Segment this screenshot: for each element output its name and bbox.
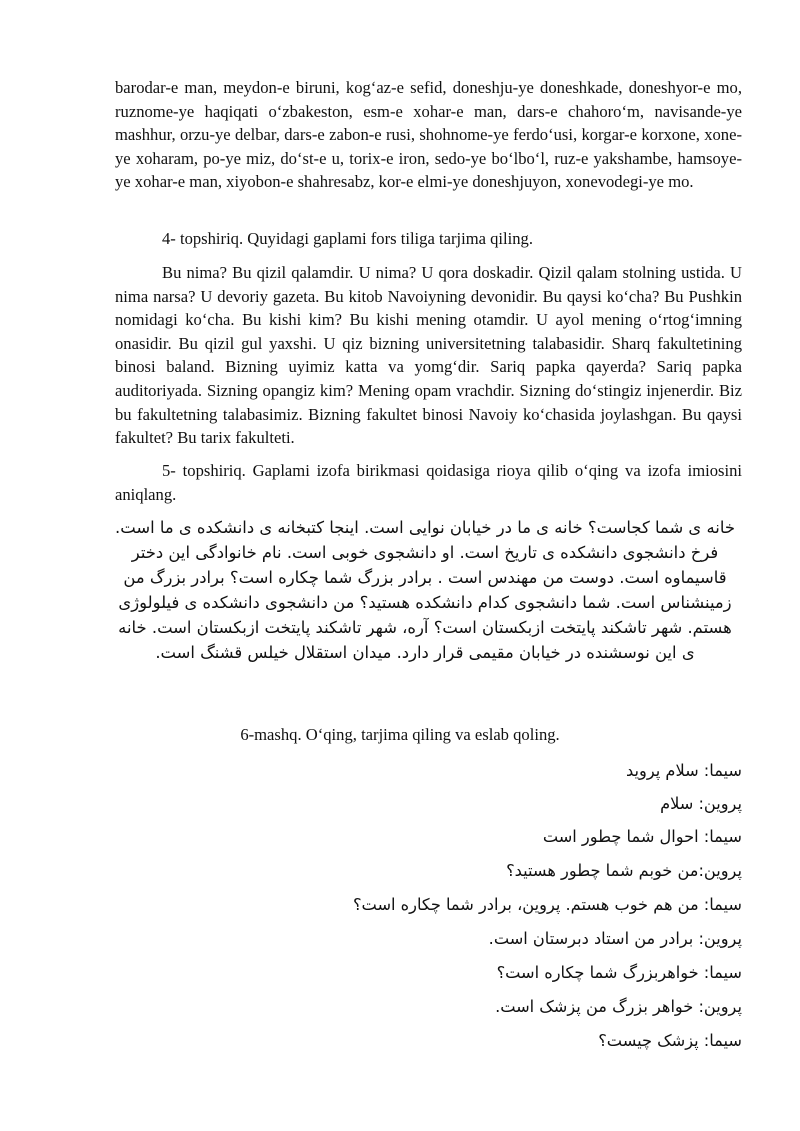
dialog-line: پروین: برادر من استاد دبرستان است. xyxy=(488,929,742,948)
task4-heading: 4- topshiriq. Quyidagi gaplami fors tiliga tarjima qiling. xyxy=(162,229,533,248)
dialog-line: پروین: سلام xyxy=(660,794,742,813)
dialog-line: پروین:من خوبم شما چطور هستید؟ xyxy=(506,861,742,880)
task5-farsi-text: خانه ی شما کجاست؟ خانه ی ما در خیابان نوایی است. اینجا کتبخانه ی دانشکده ی ما است. فرخ دانشجوی دانشکده ی تاریخ است. او دانشجوی خوبی است. نام خانوادگی این دختر قاسیماوه است. دوست من مهندس است . برادر بزرگ شما چکاره است؟ برادر بزرگ من زمینشناس است. شما دانشجوی کدام دانشکده هستید؟ من دانشجوی دانشکده ی فیلولوژی هستم. شهر تاشکند پایتخت ازبکستان است؟ آره، شهر تاشکند پایتخت ازبکستان است. خانه ی این نوسشنده در خیابان مقیمی قرار دارد. میدان استقلال خیلس قشنگ است. xyxy=(115,518,735,663)
vocabulary-paragraph: barodar-e man, meydon-e biruni, kog‘az-e sefid, doneshju-ye doneshkade, doneshyor-e mo, ruznome-ye haqiqati o‘zbakeston, esm-e xohar-e man, dars-e chahoro‘m, navisande-ye mashhur, orzu-ye delbar, dars-e zabon-e rusi, shohnome-ye ferdo‘usi, korgar-e korxone, xone-ye xoharam, po-ye miz, do‘st-e u, torix-e iron, sedo-ye bo‘lbo‘l, ruz-e yakshambe, hamsoye-ye xohar-e man, xiyobon-e shahresabz, kor-e elmi-ye doneshjuyon, xonevodegi-ye mo. xyxy=(115,78,742,192)
dialog-line: سیما: احوال شما چطور است xyxy=(542,827,742,846)
dialog-line: سیما: سلام پروید xyxy=(626,761,742,780)
dialog-line: سیما: خواهربزرگ شما چکاره است؟ xyxy=(496,963,742,982)
task5-heading: 5- topshiriq. Gaplami izofa birikmasi qoidasiga rioya qilib o‘qing va izofa imiosini aniqlang. xyxy=(115,461,742,504)
dialog-line: سیما: پزشک چیست؟ xyxy=(598,1031,742,1050)
dialog-line: سیما: من هم خوب هستم. پروین، برادر شما چکاره است؟ xyxy=(352,895,742,914)
task6-heading: 6-mashq. O‘qing, tarjima qiling va eslab qoling. xyxy=(240,725,560,744)
dialog-line: پروین: خواهر بزرگ من پزشک است. xyxy=(495,997,742,1016)
task4-text: Bu nima? Bu qizil qalamdir. U nima? U qora doskadir. Qizil qalam stolning ustida. U nima narsa? U devoriy gazeta. Bu kitob Navoiyning devonidir. Bu qaysi ko‘cha? Bu Pushkin nomidagi ko‘cha. Bu kishi kim? Bu kishi mening otamdir. U ayol mening o‘rtog‘imning onasidir. Bu qizil gul yaxshi. U qiz bizning universitetning talabasidir. Sharq fakultetining binosi baland. Bizning uyimiz katta va yomg‘dir. Sariq papka qayerda? Sariq papka auditoriyada. Sizning opangiz kim? Mening opam vrachdir. Sizning do‘stingiz injenerdir. Biz bu fakultetning talabasimiz. Bizning fakultet binosi Navoiy ko‘chasida joylashgan. Bu qaysi fakultet? Bu tarix fakulteti. xyxy=(115,263,742,448)
